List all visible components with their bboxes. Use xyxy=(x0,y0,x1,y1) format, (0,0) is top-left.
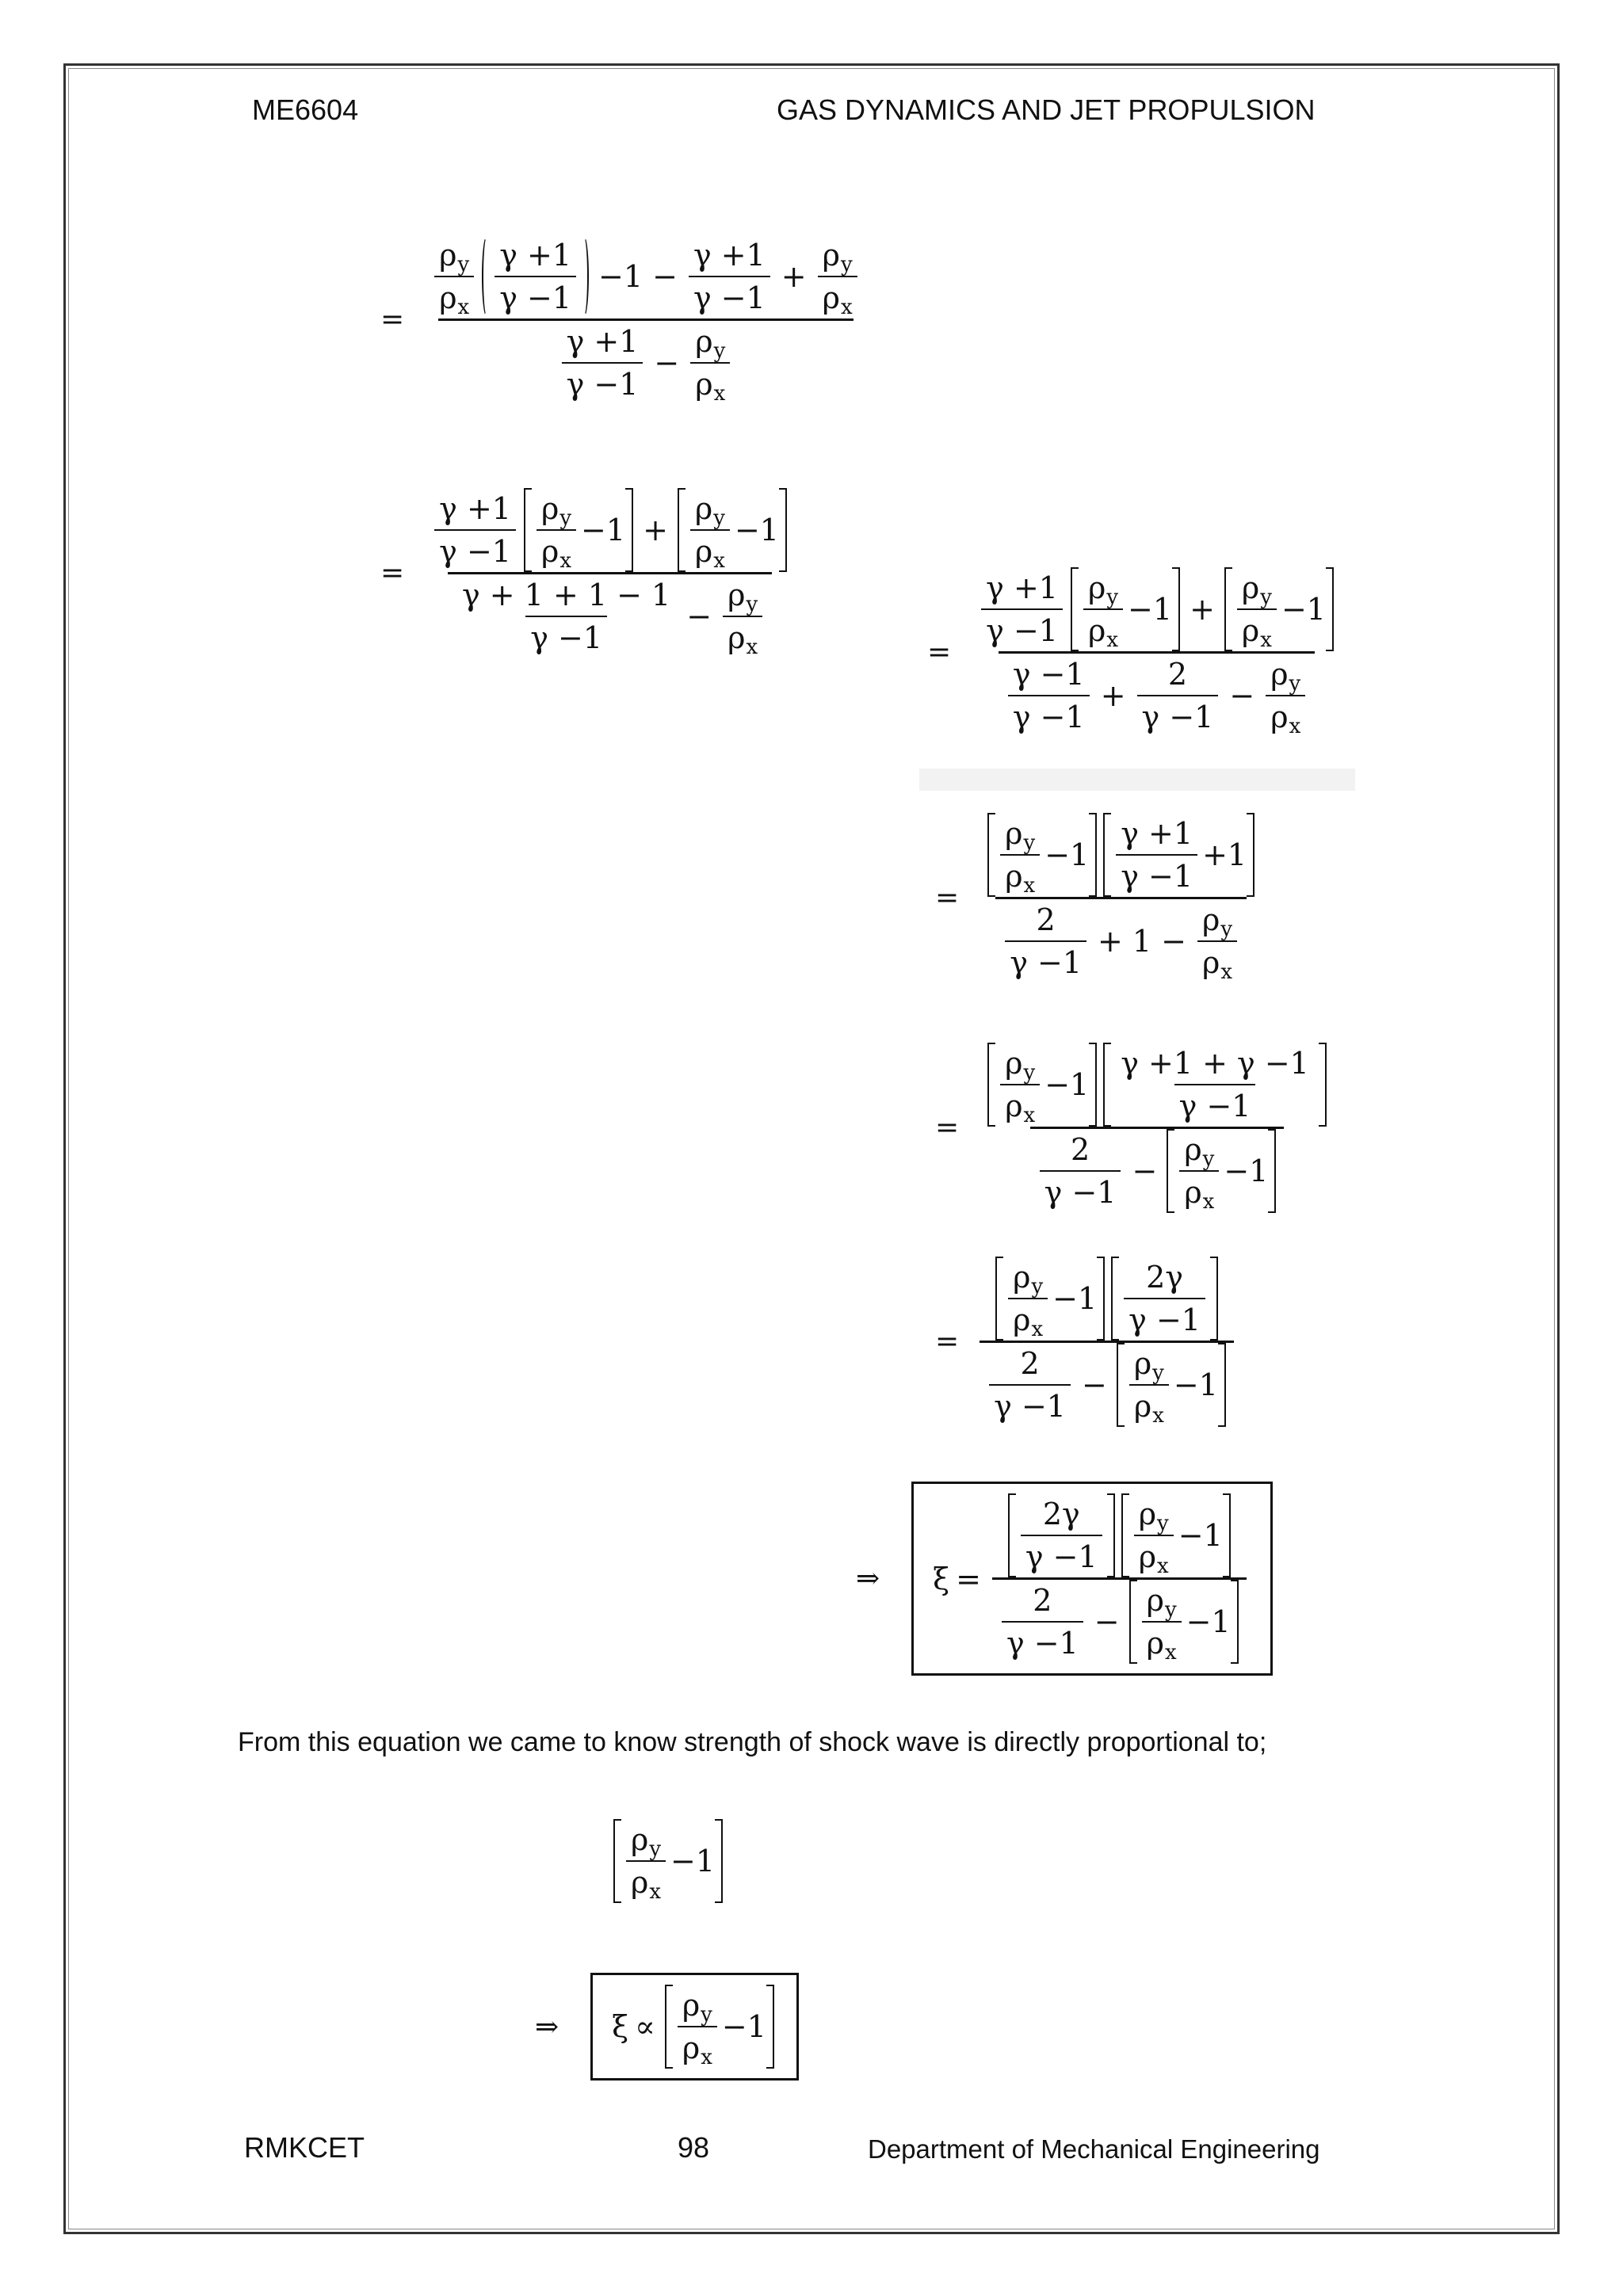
equation-4: = ρ y ρ x −1 $\frac{\gamma +1}{\gamma -1}$ +1 $\frac{2}{\gamma -1}$ + 1 − ρ y ρ x xyxy=(935,816,1267,980)
equation-1: = ρ y ρ x $\frac{\gamma +1}{\gamma -1}$ −1 − $\frac{\gamma +1}{\gamma -1}$ + ρ y ρ x $\frac{\gamma +1}{\gamma -1}$ − ρ y ρ x xyxy=(380,238,872,402)
course-code: ME6604 xyxy=(252,93,359,126)
implies-arrow: ⇒ xyxy=(535,2010,559,2043)
conclusion-text: From this equation we came to know strength of shock wave is directly proportional to; xyxy=(238,1727,1267,1757)
equation-6: = ρ y ρ x −1 $\frac{2\gamma}{\gamma -1}$ $\frac{2}{\gamma -1}$ − ρ y ρ x −1 xyxy=(935,1260,1239,1424)
course-title: GAS DYNAMICS AND JET PROPULSION xyxy=(777,93,1316,126)
page-number: 98 xyxy=(678,2131,710,2164)
equation-3: = $\frac{\gamma +1}{\gamma -1}$ ρ y ρ x −1 + ρ y ρ x −1 $\frac{\gamma -1}{\gamma -1}$ + $\frac{2}{\gamma -1}$ − ρ y ρ x xyxy=(927,570,1346,734)
proportional-box: ξ ∝ ρ y ρ x −1 xyxy=(590,1973,799,2081)
footer-department: Department of Mechanical Engineering xyxy=(868,2134,1320,2164)
equation-2: = $\frac{\gamma +1}{\gamma -1}$ ρ y ρ x −1 + ρ y ρ x −1 $\frac{\gamma + 1 + 1 - 1}{\gamma -1}$ − ρ y ρ x xyxy=(380,491,800,655)
scan-band xyxy=(919,769,1355,791)
equation-5: = ρ y ρ x −1 $\frac{\gamma +1 + \gamma -1}{\gamma -1}$ $\frac{2}{\gamma -1}$ − ρ y ρ x −1 xyxy=(935,1046,1339,1210)
implies-arrow: ⇒ xyxy=(856,1562,880,1595)
equation-8-bracket: ρ y ρ x −1 xyxy=(610,1822,726,1900)
equation-9-proportional xyxy=(535,1973,799,2081)
equation-7-result xyxy=(856,1482,1273,1676)
footer-institution: RMKCET xyxy=(244,2131,365,2164)
result-box: ξ = $\frac{2\gamma}{\gamma -1}$ ρ y ρ x −1 $\frac{2}{\gamma -1}$ − ρ y ρ x −1 xyxy=(911,1482,1273,1676)
